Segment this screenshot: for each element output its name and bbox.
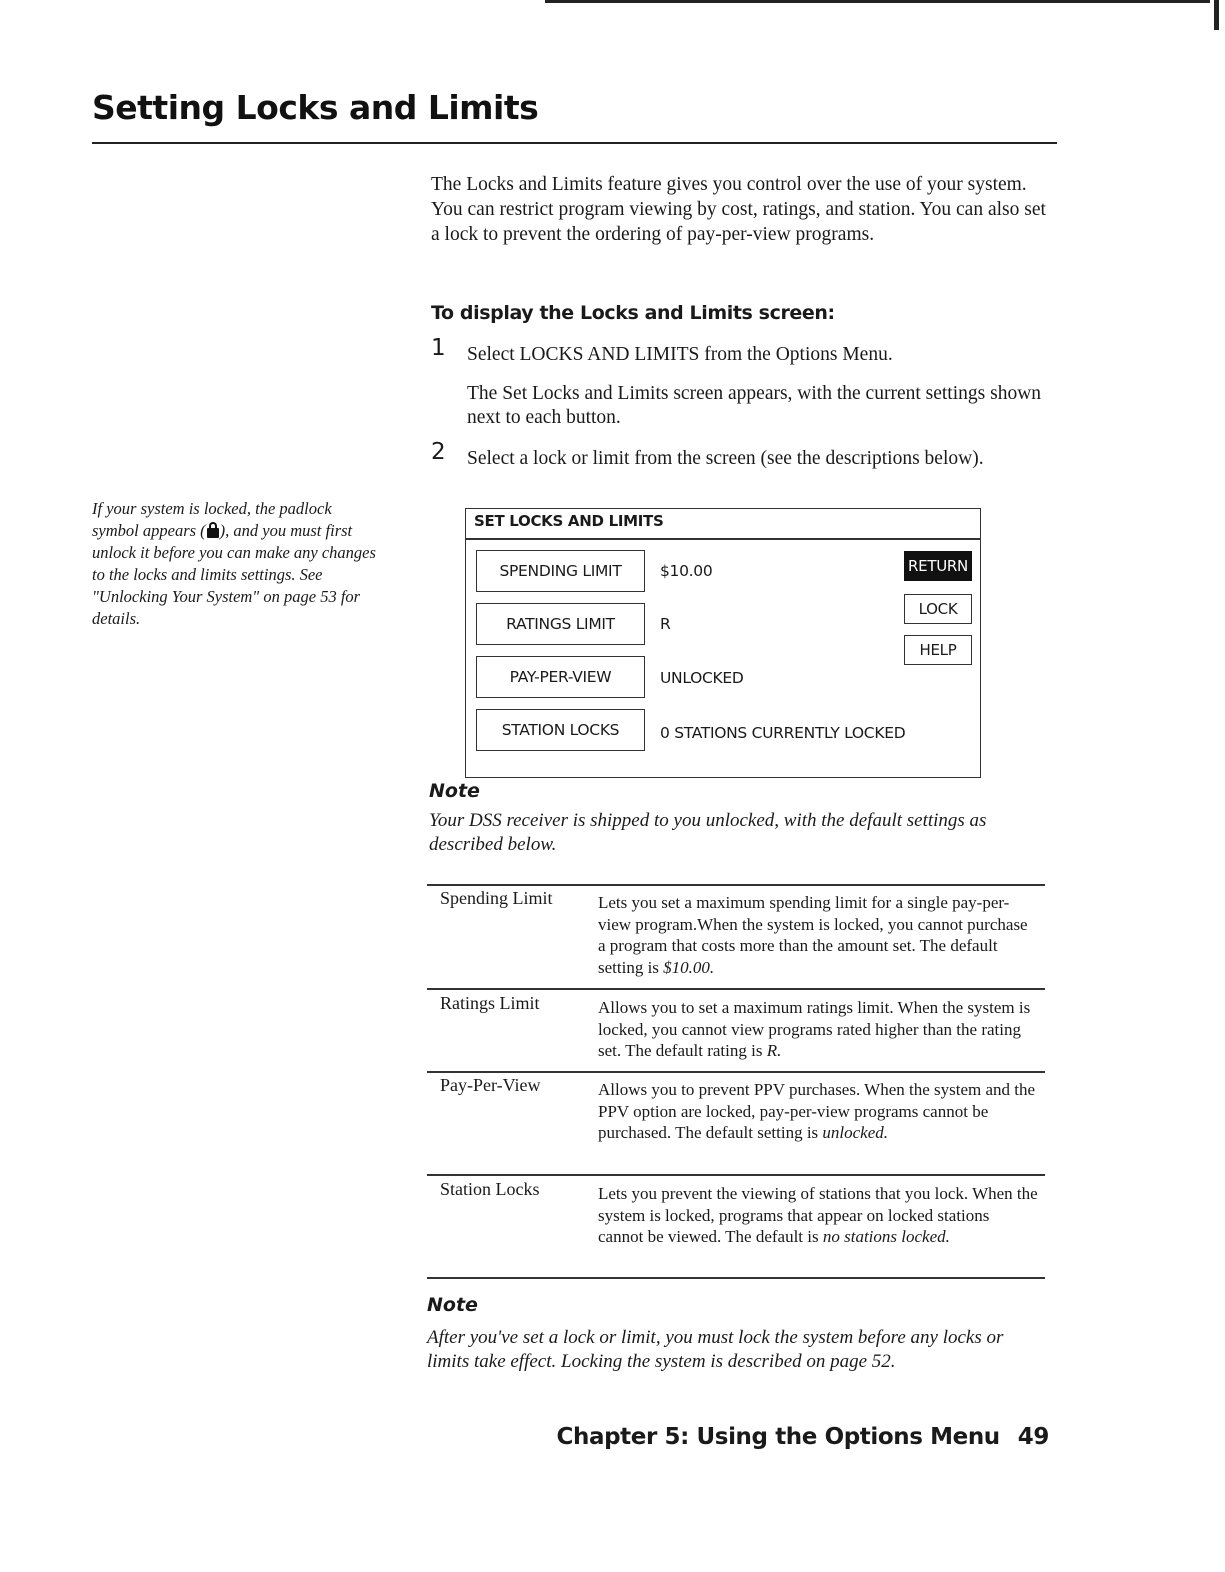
corner-mark <box>1214 0 1219 30</box>
top-border-line <box>545 0 1210 3</box>
step-subtext: The Set Locks and Limits screen appears, with the current settings shown next to each button. <box>467 383 1042 428</box>
page-title: Setting Locks and Limits <box>92 88 539 127</box>
note-label: Note <box>429 780 480 802</box>
sidebar-text-start: If your system is locked, the padlock symbol appears ( <box>92 499 332 540</box>
ratings-limit-value: R <box>660 615 671 633</box>
spending-limit-button[interactable]: SPENDING LIMIT <box>476 550 645 592</box>
sidebar-note <box>92 498 377 630</box>
table-row-term: Ratings Limit <box>440 993 540 1013</box>
note-text: Your DSS receiver is shipped to you unlocked, with the default settings as described below. <box>429 810 987 855</box>
table-row-description: Lets you prevent the viewing of stations that you lock. When the system is locked, programs that appear on locked stations cannot be viewed. The default is no stations locked. <box>598 1184 1038 1246</box>
spending-limit-value: $10.00 <box>660 562 713 580</box>
table-row-term: Spending Limit <box>440 888 553 908</box>
page-number: 49 <box>1017 1424 1049 1450</box>
screen-title: SET LOCKS AND LIMITS <box>474 512 664 530</box>
page-footer <box>557 1424 1049 1450</box>
sidebar-text-end: ), and you must first unlock it before you can make any changes to the locks and limits settings. See "Unlocking Your System" on page 53 for details. <box>92 521 376 628</box>
help-button[interactable]: HELP <box>904 635 972 665</box>
note-label: Note <box>427 1294 478 1316</box>
station-locks-value: 0 STATIONS CURRENTLY LOCKED <box>660 724 906 742</box>
note-text: After you've set a lock or limit, you must lock the system before any locks or limits take effect. Locking the system is described on page 52. <box>427 1327 1004 1372</box>
chapter-title: Chapter 5: Using the Options Menu <box>556 1424 1000 1450</box>
table-rule <box>427 884 1045 886</box>
table-row-description: Allows you to set a maximum ratings limit. When the system is locked, you cannot view programs rated higher than the rating set. The default rating is R. <box>598 998 1031 1060</box>
table-row-term: Station Locks <box>440 1179 540 1199</box>
pay-per-view-button[interactable]: PAY-PER-VIEW <box>476 656 645 698</box>
step-text-2: Select a lock or limit from the screen (see the descriptions below). <box>467 448 984 469</box>
step-text-1: Select LOCKS AND LIMITS from the Options Menu. <box>467 344 893 365</box>
station-locks-button[interactable]: STATION LOCKS <box>476 709 645 751</box>
table-rule <box>427 988 1045 990</box>
set-locks-screen <box>465 508 981 778</box>
table-rule <box>427 1174 1045 1176</box>
return-button[interactable]: RETURN <box>904 551 972 581</box>
step-number-2: 2 <box>431 439 446 465</box>
title-rule <box>92 142 1057 144</box>
table-rule <box>427 1071 1045 1073</box>
table-row-description: Allows you to prevent PPV purchases. When the system and the PPV option are locked, pay-per-view programs cannot be purchased. The default setting is unlocked. <box>598 1080 1036 1142</box>
intro-paragraph: The Locks and Limits feature gives you control over the use of your system. You can restrict program viewing by cost, ratings, and station. You can also set a lock to prevent the ordering of pay-per-view programs. <box>431 174 1046 245</box>
lock-button[interactable]: LOCK <box>904 594 972 624</box>
padlock-icon <box>207 522 219 538</box>
ratings-limit-button[interactable]: RATINGS LIMIT <box>476 603 645 645</box>
table-row-description: Lets you set a maximum spending limit for a single pay-per-view program.When the system is locked, you cannot purchase a program that costs more than the amount set. The default setting is $10.00. <box>598 893 1028 977</box>
table-rule <box>427 1277 1045 1279</box>
section-heading: To display the Locks and Limits screen: <box>431 302 835 324</box>
table-row-term: Pay-Per-View <box>440 1075 541 1095</box>
step-number-1: 1 <box>431 335 446 361</box>
screen-title-rule <box>466 538 980 540</box>
pay-per-view-value: UNLOCKED <box>660 669 744 687</box>
